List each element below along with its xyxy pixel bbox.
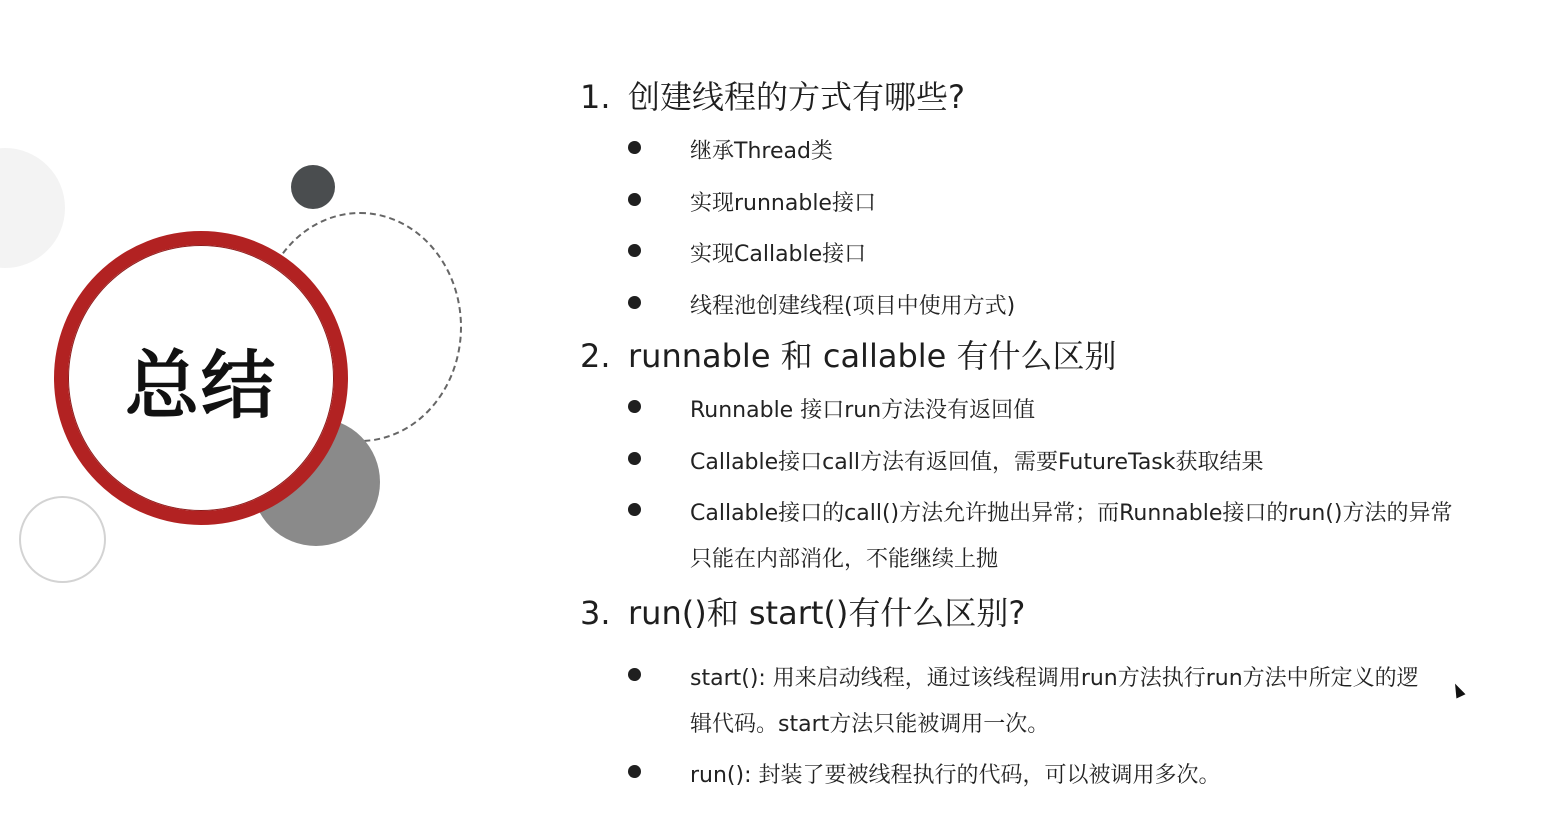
section-2-item-3: Callable接口的call()方法允许抛出异常；而Runnable接口的run()方法的异常 — [690, 501, 1453, 526]
section-3-item-1-continued: 辑代码。start方法只能被调用一次。 — [690, 712, 1050, 737]
bullet-dot — [628, 452, 641, 465]
slide-title: 总结 — [125, 343, 277, 429]
bullet-dot — [628, 503, 641, 516]
section-1-item-3: 实现Callable接口 — [690, 242, 867, 267]
bullet-dot — [628, 244, 641, 257]
bullet-dot — [628, 668, 641, 681]
section-1-heading — [580, 72, 965, 118]
section-3-item-1: start(): 用来启动线程，通过该线程调用run方法执行run方法中所定义的逻 — [690, 666, 1419, 691]
section-2-title: runnable 和 callable 有什么区别 — [628, 337, 1117, 375]
bullet-dot — [628, 296, 641, 309]
bullet-dot — [628, 765, 641, 778]
section-2-number: 2. — [580, 337, 611, 375]
section-2-item-1: Runnable 接口run方法没有返回值 — [690, 398, 1036, 423]
section-3-title: run()和 start()有什么区别? — [628, 594, 1026, 632]
section-1-item-2: 实现runnable接口 — [690, 191, 876, 216]
section-3-heading — [580, 588, 1025, 634]
bullet-dot — [628, 141, 641, 154]
section-1-item-4: 线程池创建线程(项目中使用方式) — [690, 294, 1016, 319]
section-1-item-1: 继承Thread类 — [690, 139, 833, 164]
section-1-title: 创建线程的方式有哪些? — [628, 78, 965, 116]
bullet-dot — [628, 400, 641, 413]
section-2-item-2: Callable接口call方法有返回值，需要FutureTask获取结果 — [690, 450, 1264, 475]
section-2-item-3-continued: 只能在内部消化，不能继续上抛 — [690, 547, 999, 572]
section-3-number: 3. — [580, 594, 611, 632]
section-1-number: 1. — [580, 78, 611, 116]
section-3-item-2: run(): 封装了要被线程执行的代码，可以被调用多次。 — [690, 763, 1221, 788]
section-2-heading — [580, 331, 1117, 377]
bullet-dot — [628, 193, 641, 206]
